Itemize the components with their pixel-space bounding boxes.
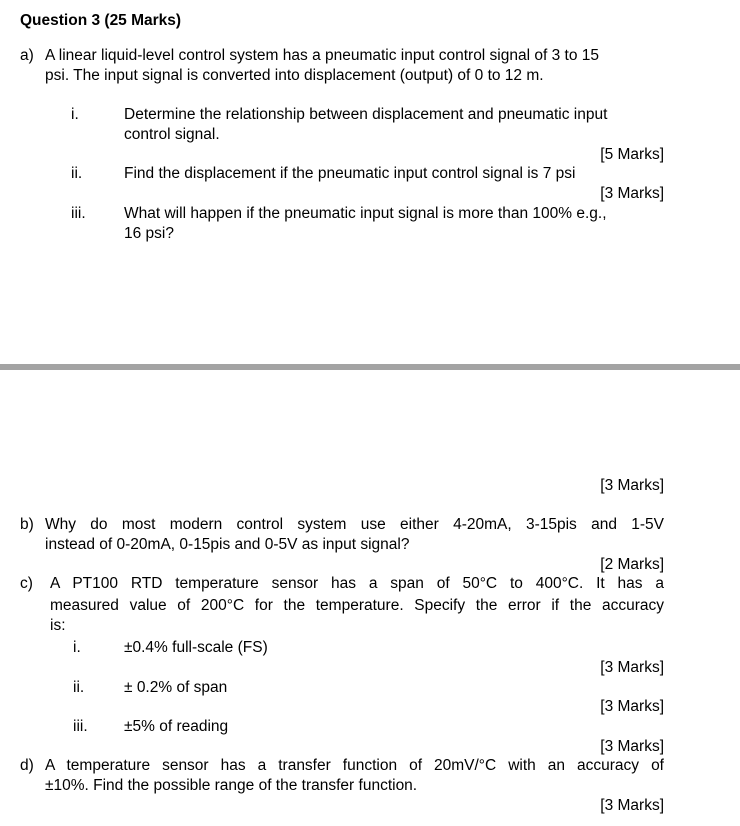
part-c-item-1-text: ±0.4% full-scale (FS) [124, 639, 268, 656]
part-a-item-1-line2: control signal. [124, 126, 220, 143]
part-c-item-3-marks: [3 Marks] [600, 738, 664, 755]
part-b-text-line2: instead of 0-20mA, 0-15pis and 0-5V as input signal? [45, 536, 410, 553]
part-c-item-1-marks: [3 Marks] [600, 659, 664, 676]
part-c-item-3-number: iii. [73, 718, 88, 735]
part-a-item-1-number: i. [71, 106, 79, 123]
part-d-marks: [3 Marks] [600, 797, 664, 814]
part-d-text-line2: ±10%. Find the possible range of the transfer function. [45, 777, 418, 794]
part-c-item-3-text: ±5% of reading [124, 718, 229, 735]
part-a-item-2-marks: [3 Marks] [600, 185, 664, 202]
part-a-text-line2: psi. The input signal is converted into displacement (output) of 0 to 12 m. [45, 67, 544, 84]
part-a-item-1-line1: Determine the relationship between displacement and pneumatic input [124, 106, 608, 123]
part-a-text-line1: A linear liquid-level control system has a pneumatic input control signal of 3 to 15 [45, 47, 599, 64]
part-a-item-2-line1: Find the displacement if the pneumatic input control signal is 7 psi [124, 165, 576, 182]
part-d-text-line1: A temperature sensor has a transfer function of 20mV/°C with an accuracy of [45, 757, 664, 774]
part-b-text-line1: Why do most modern control system use either 4-20mA, 3-15pis and 1-5V [45, 516, 664, 533]
part-d-label: d) [20, 757, 34, 774]
part-a-item-3-line1: What will happen if the pneumatic input signal is more than 100% e.g., [124, 205, 607, 222]
part-c-text-line3: is: [50, 617, 66, 634]
part-a-item-1-marks: [5 Marks] [600, 146, 664, 163]
part-b-marks: [2 Marks] [600, 556, 664, 573]
question-title: Question 3 (25 Marks) [20, 12, 182, 29]
part-a-item-3-number: iii. [71, 205, 86, 222]
part-c-item-2-number: ii. [73, 679, 85, 696]
part-a-item-2-number: ii. [71, 165, 83, 182]
part-c-text-line2: measured value of 200°C for the temperature. Specify the error if the accuracy [50, 597, 664, 614]
part-b-label: b) [20, 516, 34, 533]
part-a-label: a) [20, 47, 34, 64]
part-c-item-2-text: ± 0.2% of span [124, 679, 228, 696]
part-a-item-3-line2: 16 psi? [124, 225, 174, 242]
part-c-text-line1: A PT100 RTD temperature sensor has a span of 50°C to 400°C. It has a [50, 575, 664, 592]
part-c-label: c) [20, 575, 33, 592]
part-c-item-2-marks: [3 Marks] [600, 698, 664, 715]
part-a-item-3-marks: [3 Marks] [600, 477, 664, 494]
part-c-item-1-number: i. [73, 639, 81, 656]
page-divider [0, 364, 740, 370]
